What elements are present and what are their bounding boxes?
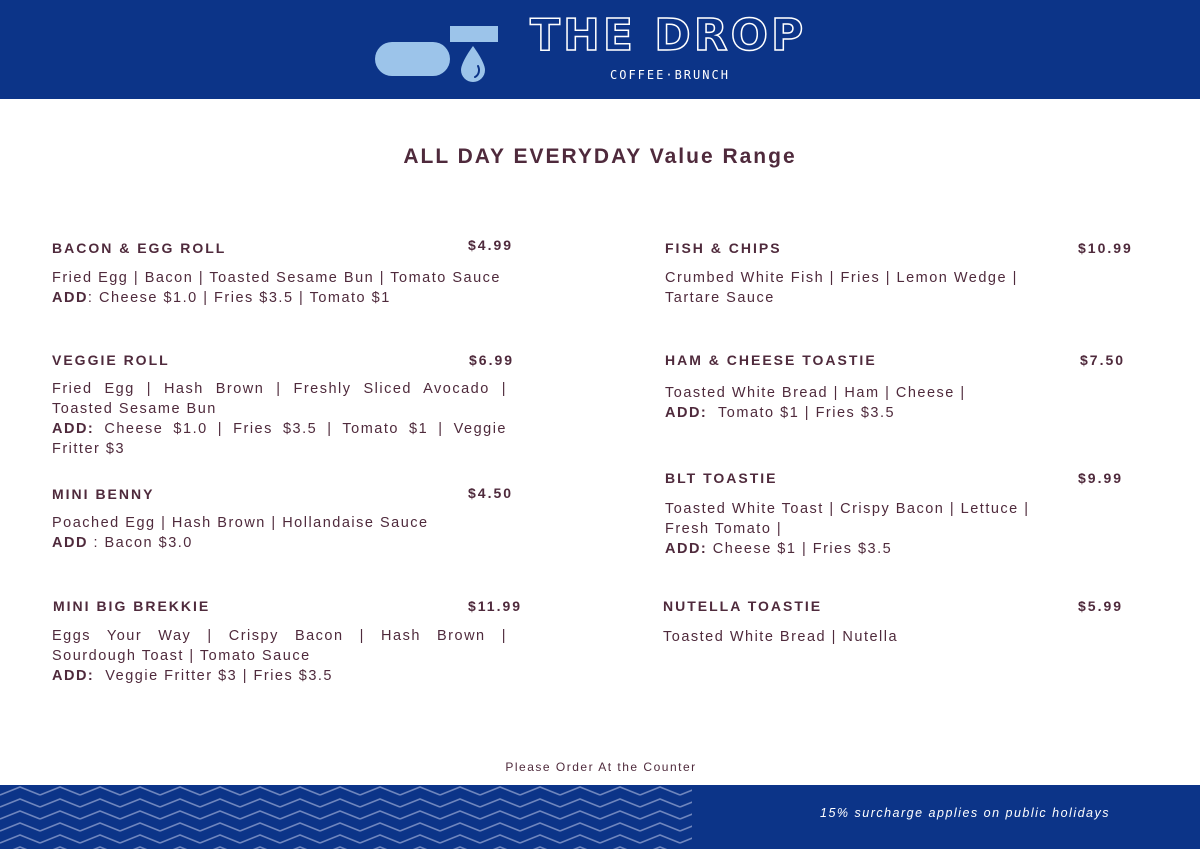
add-label: ADD <box>52 535 88 551</box>
item-name-fish-chips: FISH & CHIPS <box>665 240 782 256</box>
item-desc-bacon-egg-roll <box>52 268 522 308</box>
desc-line: Crumbed White Fish | Fries | Lemon Wedge | <box>665 270 1018 286</box>
item-price-bacon-egg-roll: $4.99 <box>468 237 514 253</box>
item-name-mini-benny: MINI BENNY <box>52 486 155 502</box>
item-price-fish-chips: $10.99 <box>1078 240 1133 256</box>
add-options: : Cheese $1.0 | Fries $3.5 | Tomato $1 <box>87 290 391 306</box>
item-price-mini-big-brekkie: $11.99 <box>468 598 523 614</box>
add-options: Cheese $1.0 | Fries $3.5 | Tomato $1 | Veggie <box>94 421 507 437</box>
add-options: : Bacon $3.0 <box>87 535 193 551</box>
item-desc-blt-toastie <box>665 499 1065 559</box>
item-name-nutella-toastie: NUTELLA TOASTIE <box>663 598 823 614</box>
water-drop-icon <box>459 44 487 84</box>
add-options: Veggie Fritter $3 | Fries $3.5 <box>94 668 333 684</box>
page-title: ALL DAY EVERYDAY Value Range <box>403 145 797 168</box>
desc-line: Tartare Sauce <box>665 290 775 306</box>
item-name-ham-cheese-toastie: HAM & CHEESE TOASTIE <box>665 352 877 368</box>
item-desc-ham-cheese-toastie <box>665 383 1065 423</box>
add-line <box>665 403 1065 423</box>
item-name-veggie-roll: VEGGIE ROLL <box>52 352 170 368</box>
add-label: ADD: <box>665 405 708 421</box>
item-desc-veggie-roll <box>52 379 507 459</box>
add-options: Tomato $1 | Fries $3.5 <box>707 405 896 421</box>
desc-line: Fried Egg | Hash Brown | Freshly Sliced Avocado | <box>52 381 507 397</box>
desc-line: Toasted White Toast | Crispy Bacon | Lettuce | <box>665 501 1030 517</box>
desc-line: Toasted White Bread | Nutella <box>663 629 899 645</box>
desc-line: Sourdough Toast | Tomato Sauce <box>52 648 311 664</box>
logo-tap-shape <box>450 26 498 42</box>
add-line-continued: Fritter $3 <box>52 441 126 457</box>
brand-tagline: COFFEE·BRUNCH <box>610 68 730 82</box>
desc-line: Toasted Sesame Bun <box>52 401 217 417</box>
add-line <box>52 533 522 553</box>
header-bar <box>0 0 1200 99</box>
add-line <box>52 666 507 686</box>
add-label: ADD: <box>52 668 95 684</box>
desc-line: Fresh Tomato | <box>665 521 783 537</box>
surcharge-note: 15% surcharge applies on public holidays <box>820 806 1111 820</box>
item-desc-nutella-toastie <box>663 627 1063 647</box>
order-note: Please Order At the Counter <box>505 760 697 774</box>
desc-line: Fried Egg | Bacon | Toasted Sesame Bun | Tomato Sauce <box>52 270 501 286</box>
brand-name: THE DROP <box>530 10 807 61</box>
item-name-bacon-egg-roll: BACON & EGG ROLL <box>52 240 227 256</box>
add-options: Cheese $1 | Fries $3.5 <box>707 541 893 557</box>
item-desc-mini-big-brekkie <box>52 626 507 686</box>
desc-line: Toasted White Bread | Ham | Cheese | <box>665 385 966 401</box>
add-line <box>665 539 1065 559</box>
item-desc-fish-chips <box>665 268 1065 308</box>
item-price-nutella-toastie: $5.99 <box>1078 598 1124 614</box>
add-label: ADD: <box>52 421 95 437</box>
add-label: ADD <box>52 290 88 306</box>
add-line <box>52 288 522 308</box>
item-name-blt-toastie: BLT TOASTIE <box>665 470 778 486</box>
item-price-blt-toastie: $9.99 <box>1078 470 1124 486</box>
desc-line: Poached Egg | Hash Brown | Hollandaise Sauce <box>52 515 429 531</box>
item-price-mini-benny: $4.50 <box>468 485 514 501</box>
item-name-mini-big-brekkie: MINI BIG BREKKIE <box>53 598 211 614</box>
zigzag-pattern <box>0 785 692 849</box>
add-line <box>52 419 507 439</box>
item-price-veggie-roll: $6.99 <box>469 352 515 368</box>
desc-line: Eggs Your Way | Crispy Bacon | Hash Brown | <box>52 628 507 644</box>
item-desc-mini-benny <box>52 513 522 553</box>
logo-pill-shape <box>375 42 450 76</box>
item-price-ham-cheese-toastie: $7.50 <box>1080 352 1126 368</box>
add-label: ADD: <box>665 541 708 557</box>
